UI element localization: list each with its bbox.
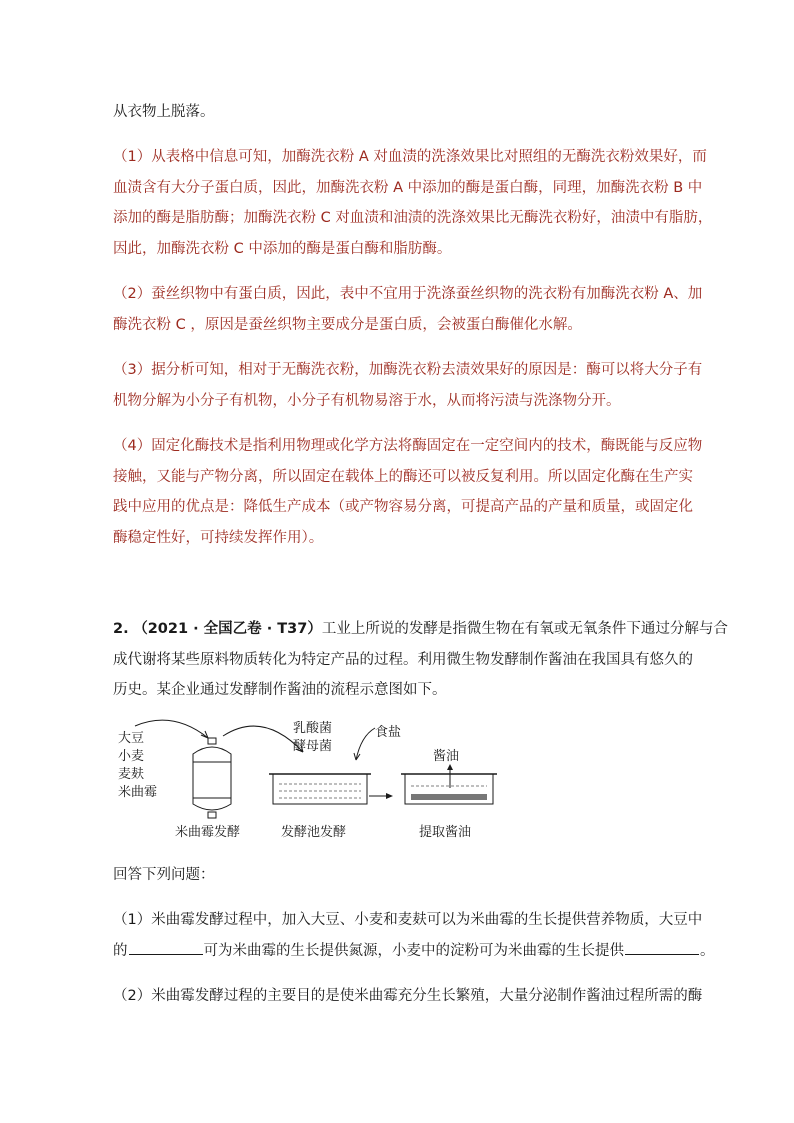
salt-label: 食盐 [375,725,402,740]
step-label: 米曲霉发酵 [175,825,241,840]
step-label: 提取酱油 [419,825,472,840]
text-line: 接触，又能与产物分离，所以固定在载体上的酶还可以被反复利用。所以固定化酶在生产实 [113,468,693,485]
text-line: （2）蚕丝织物中有蛋白质，因此，表中不宜用于洗涤蚕丝织物的洗衣粉有加酶洗衣粉 A、加 [113,286,703,302]
question-number: 2. [113,621,129,637]
answer-3 [113,355,703,416]
answer-1 [113,142,713,264]
raw-material-label: 小麦 [118,749,145,764]
text-fragment: 的 [113,942,128,959]
soy-sauce-process-diagram [113,716,513,846]
text-line: （1）从表格中信息可知，加酶洗衣粉 A 对血渍的洗涤效果比对照组的无酶洗衣粉效果好，而 [113,149,707,165]
question-2 [113,614,728,706]
soy-sauce-label: 酱油 [433,749,460,764]
raw-material-label: 麦麸 [118,767,145,782]
text-line: （1）米曲霉发酵过程中，加入大豆、小麦和麦麸可以为米曲霉的生长提供营养物质，大豆中 [113,912,703,928]
raw-material-label: 米曲霉 [118,785,158,800]
arrow-curve [223,726,303,752]
sub-question-2 [113,981,703,1012]
text-line: 酶洗衣粉 C ，原因是蚕丝织物主要成分是蛋白质，会被蛋白酶催化水解。 [113,316,582,333]
paragraph-continuation [113,97,683,128]
sub-question-1 [113,905,715,966]
text-line: 历史。某企业通过发酵制作酱油的流程示意图如下。 [113,682,447,698]
text-line: 添加的酶是脂肪酶；加酶洗衣粉 C 对血渍和油渍的洗涤效果比无酶洗衣粉好，油渍中有脂肪， [113,210,713,226]
raw-material-label: 大豆 [118,731,145,746]
text-line: 成代谢将某些原料物质转化为特定产品的过程。利用微生物发酵制作酱油在我国具有悠久的 [113,651,693,668]
text-line: 血渍含有大分子蛋白质，因此，加酶洗衣粉 A 中添加的酶是蛋白酶，同理，加酶洗衣粉 B 中 [113,179,703,196]
answer-blank[interactable] [129,940,203,955]
text-line: （2）米曲霉发酵过程的主要目的是使米曲霉充分生长繁殖，大量分泌制作酱油过程所需的酶 [113,988,703,1004]
answer-4 [113,431,703,553]
question-source: （2021 · 全国乙卷 · T37） [133,621,322,637]
text-line: 酶稳定性好，可持续发挥作用）。 [113,529,324,546]
fill-in-line [113,936,715,967]
answer-blank[interactable] [625,940,699,955]
text-line: 从衣物上脱落。 [113,104,215,120]
fermenter-vessel-icon [193,738,231,818]
arrow-head [447,764,453,770]
text-line: （4）固定化酶技术是指利用物理或化学方法将酶固定在一定空间内的技术，酶既能与反应物 [113,438,703,454]
microbe-label: 酵母菌 [293,739,333,754]
step-label: 发酵池发酵 [281,825,347,840]
text-line: 践中应用的优点是：降低生产成本（或产物容易分离，可提高产品的产量和质量，或固定化 [113,499,693,515]
answer-2 [113,279,703,340]
fermentation-tank-icon [269,774,371,804]
text-line: 因此，加酶洗衣粉 C 中添加的酶是蛋白酶和脂肪酶。 [113,240,452,257]
text-line: （3）据分析可知，相对于无酶洗衣粉，加酶洗衣粉去渍效果好的原因是：酶可以将大分子有 [113,362,703,378]
answer-prompt [113,860,683,891]
question-text: 工业上所说的发酵是指微生物在有氧或无氧条件下通过分解与合 [321,621,728,637]
arrow-curve [135,720,208,738]
text-fragment: 可为米曲霉的生长提供氮源，小麦中的淀粉可为米曲霉的生长提供 [203,942,624,959]
microbe-label: 乳酸菌 [293,721,333,736]
text-line: 机物分解为小分子有机物，小分子有机物易溶于水，从而将污渍与洗涤物分开。 [113,392,621,409]
extraction-tank-icon [401,774,497,804]
text-line: 回答下列问题： [113,867,215,883]
text-fragment: 。 [700,942,715,959]
arrow-head [386,793,393,799]
question-line-1 [113,614,728,645]
